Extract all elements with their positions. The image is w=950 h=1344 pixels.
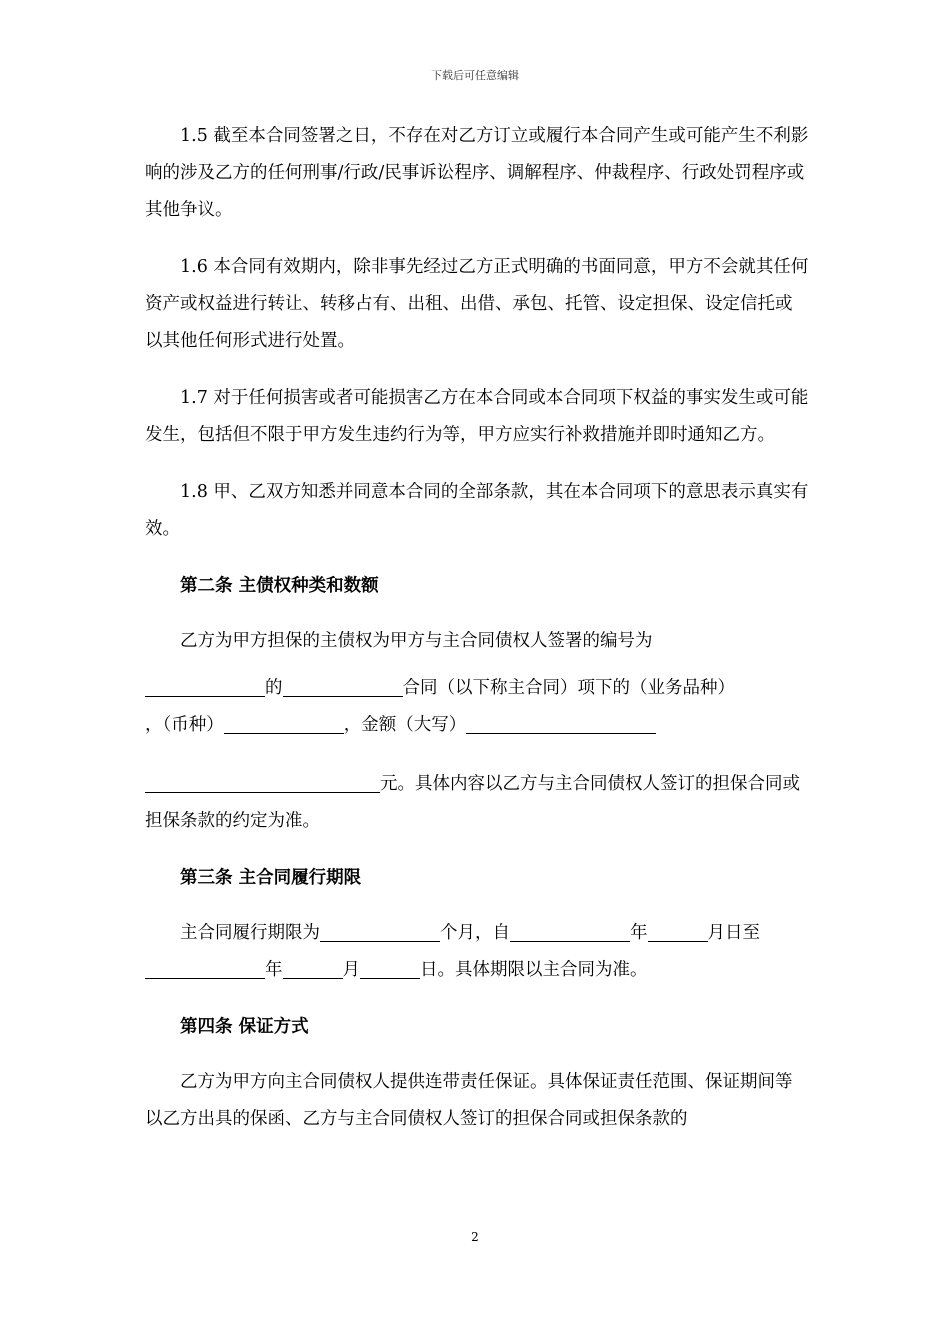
page-number: 2 [471, 1230, 479, 1244]
article-2-heading: 第二条 主债权种类和数额 [180, 576, 379, 596]
contract-name-blank[interactable] [283, 676, 403, 697]
amount-blank[interactable] [466, 713, 656, 734]
start-month-blank[interactable] [648, 921, 708, 942]
article-4-text: 乙方为甲方向主合同债权人提供连带责任保证。具体保证责任范围、保证期间等以乙方出具的保函、乙方与主合同债权人签订的担保合同或担保条款的 [145, 1072, 793, 1129]
clause-1-5: 1.5 截至本合同签署之日，不存在对乙方订立或履行本合同产生或可能产生不利影响的涉及乙方的任何刑事/行政/民事诉讼程序、调解程序、仲裁程序、行政处罚程序或其他争议。 [145, 126, 809, 220]
end-year-blank[interactable] [145, 958, 265, 979]
months-blank[interactable] [320, 921, 440, 942]
text-amount: ，金额（大写） [343, 715, 467, 735]
end-month-blank[interactable] [283, 958, 343, 979]
text-month: 月 [707, 923, 725, 943]
article-2-fill-row-2 [145, 707, 809, 744]
text-yuan: 元。具体内容以乙方与主合同债权人签订的担保合同或担保条款的约定为准。 [145, 774, 800, 831]
page-header: 下载后可任意编辑 [431, 69, 519, 82]
text-month-from: 个月，自 [440, 923, 510, 943]
text-contract: 合同（以下称主合同）项下的（业务品种） [402, 678, 735, 698]
text-year-2: 年 [265, 960, 283, 980]
article-2-intro: 乙方为甲方担保的主债权为甲方与主合同债权人签署的编号为 [180, 631, 653, 651]
article-2-fill-row-3 [145, 766, 809, 840]
text-end: 日。具体期限以主合同为准。 [420, 960, 648, 980]
article-4-heading: 第四条 保证方式 [180, 1017, 309, 1037]
end-day-blank[interactable] [360, 958, 420, 979]
clause-1-7: 1.7 对于任何损害或者可能损害乙方在本合同或本合同项下权益的事实发生或可能发生，包括但不限于甲方发生违约行为等，甲方应实行补救措施并即时通知乙方。 [145, 388, 809, 445]
article-3-text [145, 915, 809, 989]
amount-continued-blank[interactable] [145, 772, 380, 793]
text-currency: ，（币种） [145, 715, 224, 735]
text-year: 年 [630, 923, 648, 943]
clause-1-6: 1.6 本合同有效期内，除非事先经过乙方正式明确的书面同意，甲方不会就其任何资产或权益进行转让、转移占有、出租、出借、承包、托管、设定担保、设定信托或以其他任何形式进行处置。 [145, 257, 809, 351]
currency-blank[interactable] [224, 713, 344, 734]
article-2-fill-row-1 [145, 670, 809, 707]
text-month-2: 月 [342, 960, 360, 980]
clause-1-8: 1.8 甲、乙双方知悉并同意本合同的全部条款，其在本合同项下的意思表示真实有效。 [145, 482, 809, 539]
text-period: 主合同履行期限为 [180, 923, 320, 943]
text-de: 的 [265, 678, 283, 698]
start-year-blank[interactable] [510, 921, 630, 942]
article-3-heading: 第三条 主合同履行期限 [180, 868, 362, 888]
contract-number-blank[interactable] [145, 676, 265, 697]
text-day-to: 日至 [725, 923, 760, 943]
document-body [145, 118, 809, 1158]
